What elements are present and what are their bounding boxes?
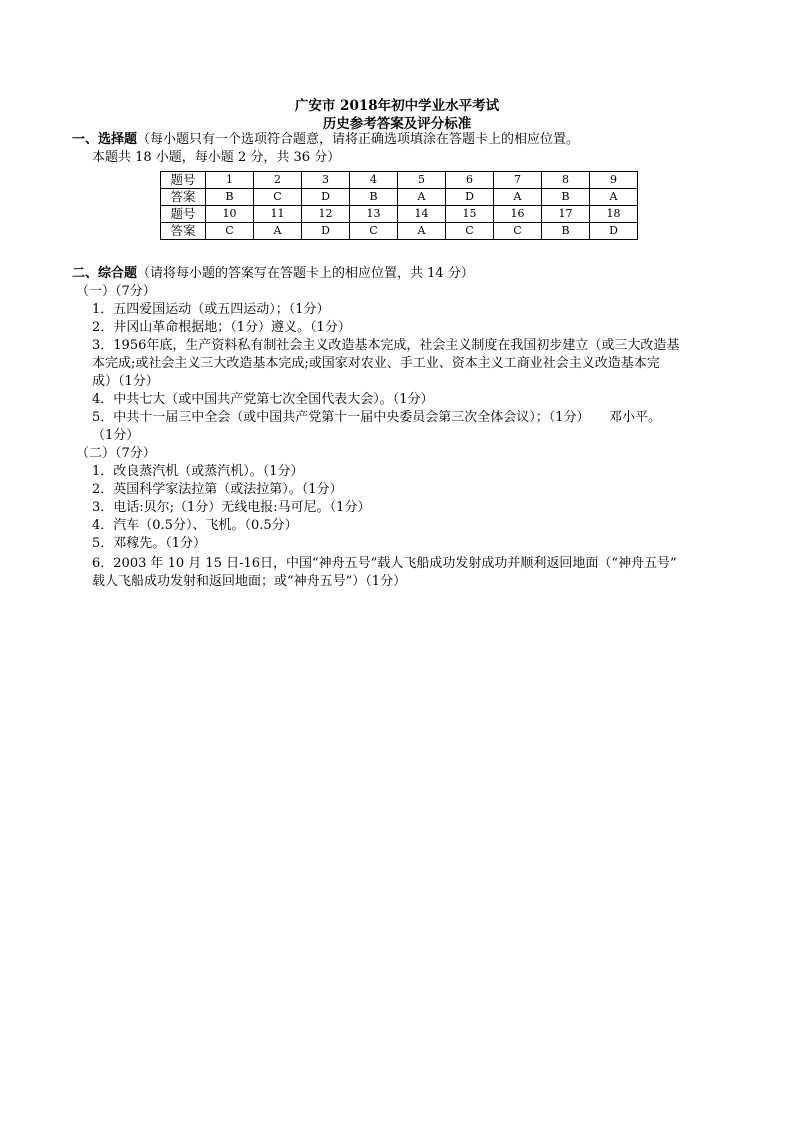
row-label: 答案	[161, 189, 206, 206]
part1-line: 本完成;或社会主义三大改造基本完成;或国家对农业、手工业、资本主义工商业社会主义改造基本完	[92, 356, 660, 371]
question-number: 17	[542, 206, 590, 223]
part2-line: 4．汽车（0.5分）、飞机。（0.5分）	[92, 518, 298, 533]
answer-cell: C	[494, 223, 542, 240]
part2-line: 6．2003 年 10 月 15 日-16日，中国“神舟五号”载人飞船成功发射成功并顺利返回地面（“神舟五号”	[92, 556, 677, 571]
part1-line: 4．中共七大（或中国共产党第七次全国代表大会）。（1分）	[92, 392, 434, 407]
part2-label: （二）（7分）	[76, 446, 156, 461]
question-number: 11	[254, 206, 302, 223]
part2-line: 3．电话:贝尔;（1分）无线电报:马可尼。（1分）	[92, 500, 371, 515]
answer-cell: A	[590, 189, 638, 206]
answer-cell: C	[206, 223, 254, 240]
question-number: 2	[254, 172, 302, 189]
question-number: 12	[302, 206, 350, 223]
answer-cell: D	[302, 223, 350, 240]
answer-cell: A	[398, 189, 446, 206]
part1-line: 5．中共十一届三中全会（或中国共产党第十一届中央委员会第三次全体会议）；（1分） 邓小平。	[92, 410, 662, 425]
part1-line: 3．1956年底，生产资料私有制社会主义改造基本完成，社会主义制度在我国初步建立（或三大改造基	[92, 338, 680, 353]
part1-line: 1．五四爱国运动（或五四运动）；（1分）	[92, 302, 330, 317]
row-label: 答案	[161, 223, 206, 240]
row-label: 题号	[161, 206, 206, 223]
question-number: 1	[206, 172, 254, 189]
answer-cell: C	[446, 223, 494, 240]
table-row	[161, 172, 638, 189]
section1-instruction: （每小题只有一个选项符合题意，请将正确选项填涂在答题卡上的相应位置。	[137, 132, 580, 147]
section2-heading: 二、综合题	[72, 266, 138, 281]
question-number: 6	[446, 172, 494, 189]
answer-cell: B	[542, 189, 590, 206]
part2-line: 2．英国科学家法拉第（或法拉第）。（1分）	[92, 482, 343, 497]
section1-heading: 一、选择题	[72, 132, 138, 147]
answer-cell: B	[350, 189, 398, 206]
question-number: 4	[350, 172, 398, 189]
answer-cell: C	[254, 189, 302, 206]
question-number: 16	[494, 206, 542, 223]
answer-cell: A	[398, 223, 446, 240]
answer-cell: B	[206, 189, 254, 206]
document-title: 广安市 2018年初中学业水平考试	[294, 98, 500, 114]
answer-cell: D	[446, 189, 494, 206]
question-number: 9	[590, 172, 638, 189]
table-row	[161, 189, 638, 206]
question-number: 10	[206, 206, 254, 223]
answer-cell: A	[254, 223, 302, 240]
section2-header	[72, 265, 474, 283]
section1-header	[72, 131, 579, 149]
part2-line: 载人飞船成功发射和返回地面；或“神舟五号”）（1分）	[92, 574, 407, 589]
part2-line: 1．改良蒸汽机（或蒸汽机）。（1分）	[92, 464, 304, 479]
question-number: 14	[398, 206, 446, 223]
row-label: 题号	[161, 172, 206, 189]
part1-line: 成）（1分）	[92, 374, 159, 389]
answer-cell: A	[494, 189, 542, 206]
section2-instruction: （请将每小题的答案写在答题卡上的相应位置，共 14 分）	[137, 266, 474, 281]
answer-cell: D	[302, 189, 350, 206]
answer-cell: B	[542, 223, 590, 240]
part2-line: 5．邓稼先。（1分）	[92, 536, 207, 551]
question-number: 5	[398, 172, 446, 189]
part1-line: 2．井冈山革命根据地；（1分）遵义。（1分）	[92, 320, 351, 335]
answer-table	[160, 171, 638, 240]
question-number: 15	[446, 206, 494, 223]
part1-line: （1分）	[92, 428, 140, 443]
question-number: 18	[590, 206, 638, 223]
document-subtitle: 历史参考答案及评分标准	[322, 116, 472, 132]
table-row	[161, 223, 638, 240]
question-number: 8	[542, 172, 590, 189]
question-number: 13	[350, 206, 398, 223]
question-number: 7	[494, 172, 542, 189]
answer-cell: C	[350, 223, 398, 240]
question-number: 3	[302, 172, 350, 189]
answer-cell: D	[590, 223, 638, 240]
section1-summary: 本题共 18 小题，每小题 2 分，共 36 分）	[92, 150, 341, 165]
part1-label: （一）（7分）	[76, 284, 156, 299]
table-row	[161, 206, 638, 223]
